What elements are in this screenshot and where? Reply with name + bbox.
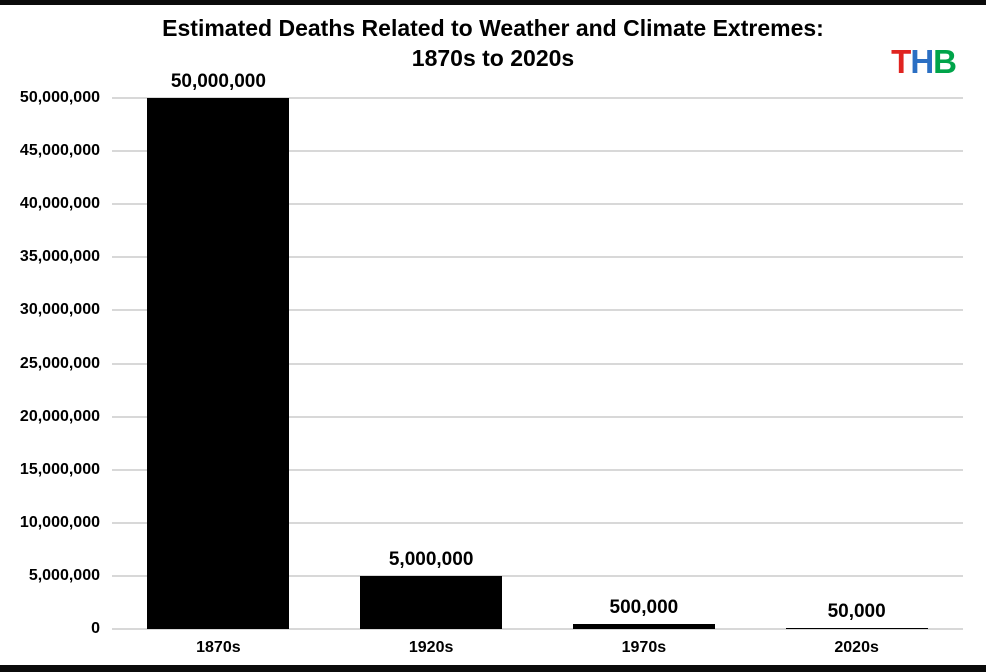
- value-label-2020s: 50,000: [827, 601, 886, 623]
- chart-title-line2: 1870s to 2020s: [411, 45, 575, 71]
- x-axis: [112, 639, 963, 663]
- plot-area: [112, 71, 963, 629]
- bar-1920s: [360, 576, 502, 629]
- logo-letter-h: H: [910, 43, 934, 80]
- y-tick-label: 50,000,000: [19, 89, 100, 106]
- x-tick-label-1970s: 1970s: [621, 639, 667, 656]
- value-label-1970s: 500,000: [609, 596, 679, 618]
- y-axis: [0, 89, 100, 637]
- chart-title-line1: Estimated Deaths Related to Weather and Climate Extremes:: [162, 15, 824, 41]
- logo-letter-t: T: [891, 43, 911, 80]
- logo-letter-b: B: [933, 43, 956, 80]
- x-tick-label-2020s: 2020s: [834, 639, 879, 656]
- y-tick-label: 35,000,000: [19, 248, 100, 266]
- bar-2020s: [786, 628, 928, 629]
- chart-title: [0, 13, 986, 73]
- y-tick-label: 5,000,000: [28, 566, 100, 584]
- y-tick-label: 0: [91, 620, 100, 637]
- bar-1870s: [147, 98, 289, 629]
- thb-logo: [891, 45, 956, 78]
- y-tick-label: 40,000,000: [19, 195, 100, 213]
- x-tick-label-1870s: 1870s: [196, 639, 241, 656]
- value-label-1920s: 5,000,000: [388, 548, 474, 570]
- y-tick-label: 10,000,000: [19, 513, 100, 531]
- x-tick-label-1920s: 1920s: [408, 639, 454, 656]
- y-tick-label: 20,000,000: [19, 407, 100, 425]
- y-tick-label: 45,000,000: [19, 142, 100, 160]
- y-tick-label: 30,000,000: [19, 301, 100, 319]
- bar-1970s: [573, 624, 715, 629]
- bottom-border: [0, 665, 986, 672]
- top-border: [0, 0, 986, 5]
- value-label-1870s: 50,000,000: [170, 71, 266, 92]
- y-tick-label: 25,000,000: [19, 354, 100, 372]
- y-tick-label: 15,000,000: [19, 460, 100, 478]
